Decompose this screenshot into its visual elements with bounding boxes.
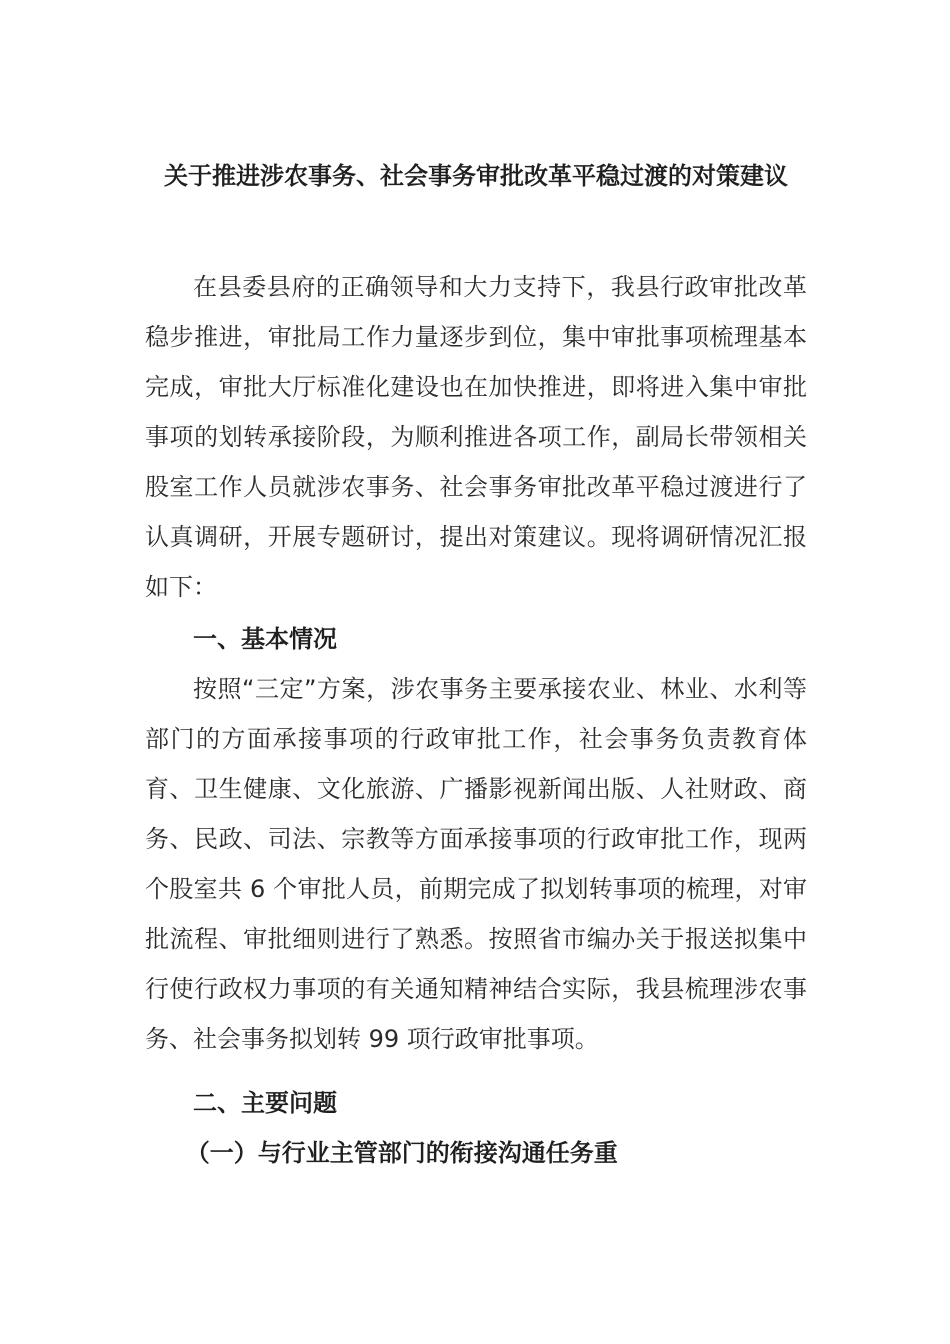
document-title: 关于推进涉农事务、社会事务审批改革平稳过渡的对策建议 [164, 162, 788, 190]
section-heading-main-problems: 二、主要问题 [193, 1089, 337, 1117]
intro-paragraph: 在县委县府的正确领导和大力支持下，我县行政审批改革稳步推进，审批局工作力量逐步到位，集中审批事项梳理基本完成，审批大厅标准化建设也在加快推进，即将进入集中审批事项的划转承接阶段，为顺利推进各项工作，副局长带领相关股室工作人员就涉农事务、社会事务审批改革平稳过渡进行了认真调研，开展专题研讨，提出对策建议。现将调研情况汇报如下： [145, 273, 807, 601]
section-heading-basic-situation: 一、基本情况 [193, 625, 337, 653]
document-body [145, 262, 807, 1178]
basic-situation-paragraph: 按照“三定”方案，涉农事务主要承接农业、林业、水利等部门的方面承接事项的行政审批工作，社会事务负责教育体育、卫生健康、文化旅游、广播影视新闻出版、人社财政、商务、民政、司法、宗教等方面承接事项的行政审批工作，现两个股室共 6 个审批人员，前期完成了拟划转事项的梳理，对审批流程、审批细则进行了熟悉。按照省市编办关于报送拟集中行使行政权力事项的有关通知精神结合实际，我县梳理涉农事务、社会事务拟划转 99 项行政审批事项。 [145, 675, 807, 1053]
subsection-heading-coordination: （一）与行业主管部门的衔接沟通任务重 [185, 1139, 618, 1167]
